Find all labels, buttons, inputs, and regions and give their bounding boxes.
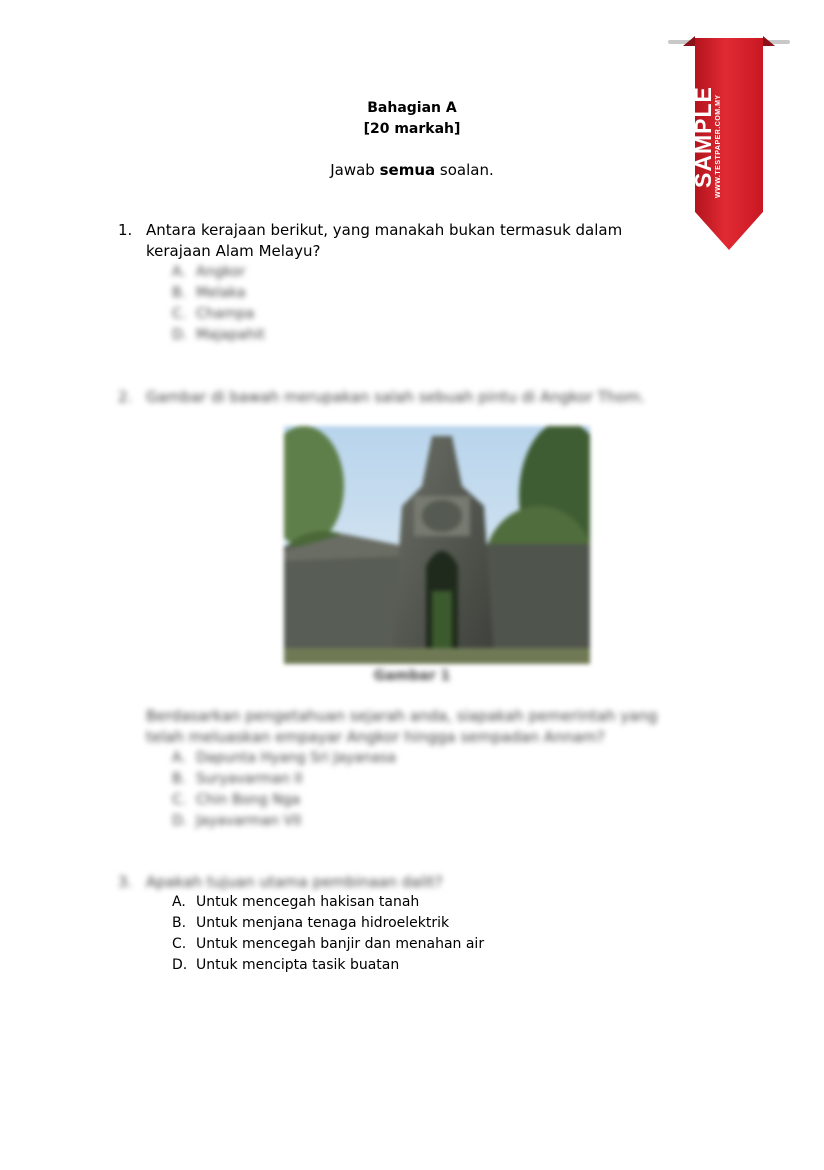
option-letter: B. xyxy=(172,285,187,301)
option-text: Untuk mencegah hakisan tanah xyxy=(196,894,420,910)
q2-option-c xyxy=(172,790,300,810)
ribbon-fold-right xyxy=(763,36,775,46)
ribbon-label: SAMPLE xyxy=(690,86,716,188)
q1-option-c xyxy=(172,304,254,324)
q3-option-a xyxy=(172,892,419,912)
option-text: Untuk mencegah banjir dan menahan air xyxy=(196,936,485,952)
option-letter: D. xyxy=(172,327,188,343)
q1-option-a xyxy=(172,262,245,282)
option-letter: B. xyxy=(172,915,187,931)
question-number: 1. xyxy=(118,221,133,239)
angkor-thom-gate-photo xyxy=(284,426,590,664)
q2-option-d xyxy=(172,811,301,831)
question-text-line1: Gambar di bawah merupakan salah sebuah pintu di Angkor Thom. xyxy=(146,388,645,406)
option-letter: A. xyxy=(172,750,186,766)
option-text: Untuk mencipta tasik buatan xyxy=(196,957,400,973)
question-number: 3. xyxy=(118,873,133,891)
option-text: Angkor xyxy=(196,264,246,280)
followup-line1: Berdasarkan pengetahuan sejarah anda, siapakah pemerintah yang xyxy=(146,707,658,725)
instruction-suffix: soalan. xyxy=(435,161,494,179)
q3-option-c xyxy=(172,934,484,954)
q3-option-b xyxy=(172,913,449,933)
question-text-line1: Apakah tujuan utama pembinaan dalit? xyxy=(146,873,443,891)
option-text: Untuk menjana tenaga hidroelektrik xyxy=(196,915,450,931)
instruction-prefix: Jawab xyxy=(330,161,380,179)
q3-option-d xyxy=(172,955,399,975)
question-text-line1: Antara kerajaan berikut, yang manakah bukan termasuk dalam xyxy=(146,221,623,239)
q2-option-a xyxy=(172,748,396,768)
option-letter: C. xyxy=(172,306,187,322)
option-letter: C. xyxy=(172,936,187,952)
option-letter: B. xyxy=(172,771,187,787)
option-letter: D. xyxy=(172,957,188,973)
q1-option-b xyxy=(172,283,246,303)
q2-option-b xyxy=(172,769,303,789)
option-text: Chin Bong Nga xyxy=(196,792,301,808)
figure-caption: Gambar 1 xyxy=(373,668,451,684)
option-letter: A. xyxy=(172,264,186,280)
section-marks: [20 markah] xyxy=(363,121,461,137)
option-letter: C. xyxy=(172,792,187,808)
ribbon-url: WWW.TESTPAPER.COM.MY xyxy=(715,94,722,198)
option-text: Champa xyxy=(196,306,255,322)
option-letter: A. xyxy=(172,894,186,910)
option-letter: D. xyxy=(172,813,188,829)
option-text: Jayavarman VII xyxy=(196,813,302,829)
option-text: Melaka xyxy=(196,285,246,301)
followup-line2: telah meluaskan empayar Angkor hingga sempadan Annam? xyxy=(146,728,605,746)
section-title: Bahagian A xyxy=(367,100,457,116)
photo-illustration xyxy=(284,426,590,664)
q1-option-d xyxy=(172,325,265,345)
instruction-emphasis: semua xyxy=(379,161,436,179)
question-text-line2: kerajaan Alam Melayu? xyxy=(146,242,321,260)
option-text: Suryavarman II xyxy=(196,771,303,787)
question-number: 2. xyxy=(118,388,133,406)
option-text: Dapunta Hyang Sri Jayanasa xyxy=(196,750,396,766)
option-text: Majapahit xyxy=(196,327,265,343)
